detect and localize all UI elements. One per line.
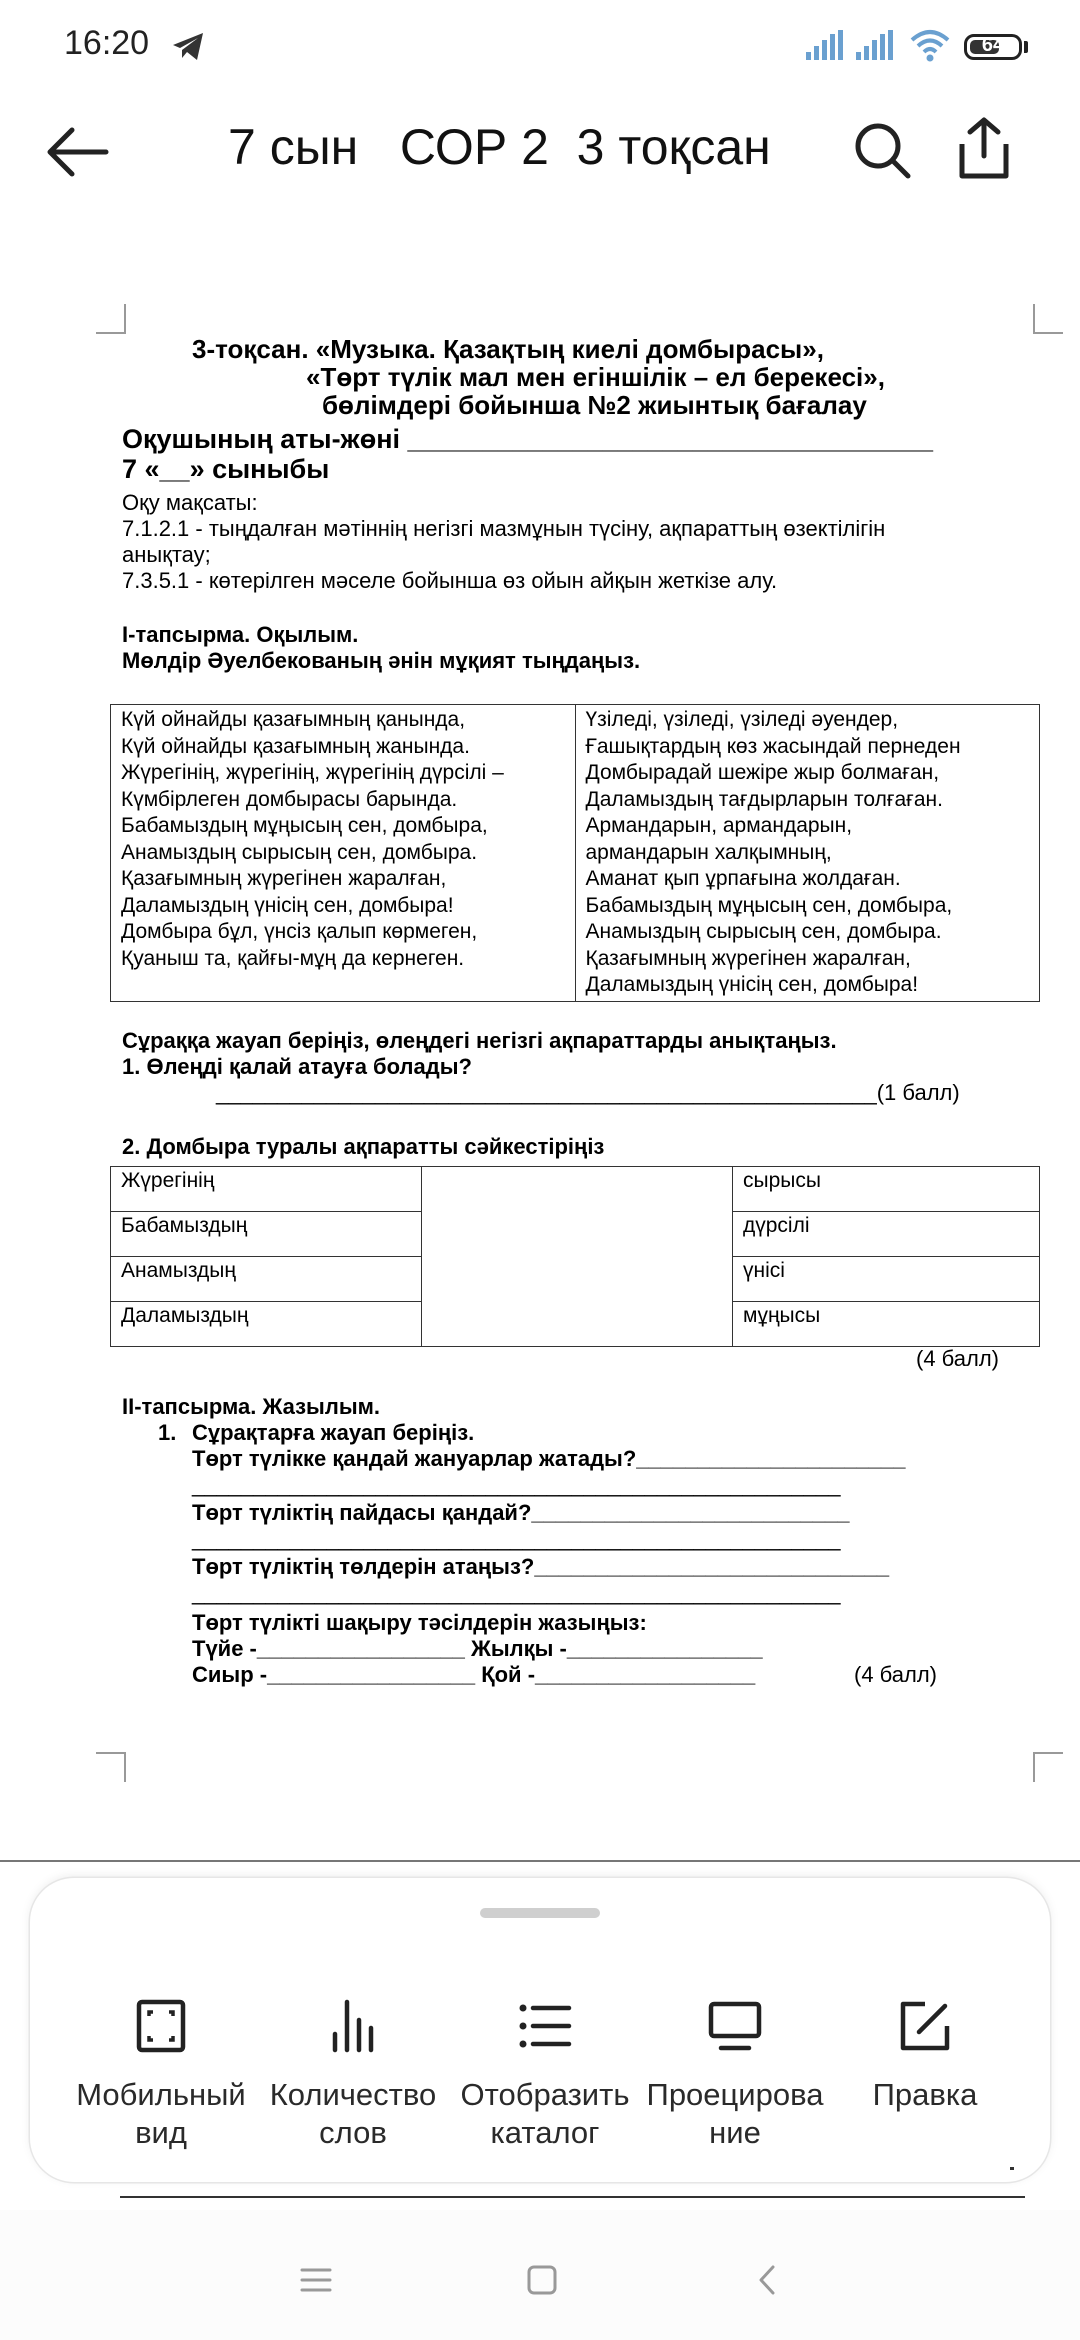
back-icon[interactable] — [748, 2260, 788, 2300]
battery-icon — [964, 34, 1022, 60]
back-arrow-icon[interactable] — [46, 124, 110, 180]
document-edge — [1010, 2167, 1014, 2170]
crop-mark — [1033, 1752, 1063, 1782]
signal-icon — [806, 30, 844, 62]
crop-mark — [96, 304, 126, 334]
objective-text: анықтау; — [122, 542, 211, 567]
navigation-bar — [0, 2210, 1080, 2340]
poem-line: Анамыздың сырысың сен, домбыра. — [585, 920, 942, 943]
task2-item-number: 1. — [158, 1420, 177, 1445]
poem-line: Бабамыздың мұңысың сен, домбыра, — [585, 893, 953, 917]
search-icon[interactable] — [852, 120, 912, 180]
task2-question: Төрт түліктің пайдасы қандай?__________________________ — [192, 1500, 850, 1525]
show-catalog-button[interactable] — [450, 1998, 640, 2152]
projection-icon — [707, 1998, 763, 2054]
action-label: Правка — [872, 2077, 978, 2112]
poem-line: Домбыра бұл, үнсіз қалып көрмеген, — [121, 920, 478, 943]
crop-mark — [1033, 304, 1063, 334]
objective-text: 7.3.5.1 - көтерілген мәселе бойынша өз ойын айқын жеткізе алу. — [122, 568, 778, 593]
question-2: 2. Домбыра туралы ақпаратты сәйкестіріңіз — [122, 1134, 605, 1159]
document-underline — [120, 2196, 1025, 2198]
poem-line: Бабамыздың мұңысың сен, домбыра, — [121, 814, 488, 837]
document-page[interactable] — [90, 300, 1050, 1790]
poem-line: Анамыздың сырысың сен, домбыра. — [121, 840, 478, 864]
match-left-cell: Анамыздың — [111, 1257, 422, 1302]
task2-answer-row: Түйе -_________________ Жылқы -________________ — [192, 1636, 763, 1661]
task1-title: І-тапсырма. Оқылым. — [122, 622, 359, 647]
match-left-cell: Жүрегінің — [111, 1167, 422, 1212]
poem-line: Қазағымның жүрегінен жаралған, — [585, 946, 911, 970]
share-icon[interactable] — [954, 116, 1014, 180]
answer-line: _____________________________________________________ — [192, 1526, 841, 1551]
poem-right-column — [575, 705, 1040, 1002]
poem-line: Күмбірлеген домбырасы барында. — [121, 787, 458, 811]
telegram-icon — [170, 28, 206, 64]
task2-title: ІІ-тапсырма. Жазылым. — [122, 1394, 380, 1419]
separator — [0, 1860, 1080, 1862]
app-bar — [0, 96, 1080, 206]
match-middle-cell — [422, 1167, 733, 1347]
poem-line: Даламыздың тағдырларын толғаған. — [585, 787, 943, 811]
poem-table — [110, 704, 1040, 1002]
menu-icon[interactable] — [296, 2260, 336, 2300]
wifi-icon — [908, 26, 952, 66]
home-icon[interactable] — [522, 2260, 562, 2300]
battery-percent: 64 — [981, 34, 1005, 56]
question-1-answer-line: ______________________________________________________(1 балл) — [216, 1080, 960, 1105]
task1-instruction: Мөлдір Әуелбекованың әнін мұқият тыңдаңыз. — [122, 648, 641, 673]
question-2-points: (4 балл) — [916, 1346, 1000, 1371]
catalog-icon — [517, 1998, 573, 2054]
poem-line: Аманат қып ұрпағына жолдаған. — [585, 867, 901, 890]
class-label: 7 «__» сыныбы — [122, 454, 330, 484]
projection-button[interactable] — [640, 1998, 830, 2152]
poem-line: армандарын халқымның, — [585, 840, 832, 864]
action-label: Отобразить каталог — [460, 2077, 630, 2150]
poem-line: Ғашықтардың көз жасындай пернеден — [585, 734, 961, 758]
action-label: Проецирова ние — [646, 2077, 824, 2150]
match-right-cell: үнісі — [733, 1257, 1040, 1302]
poem-line: Жүрегінің, жүрегінің, жүрегінің дүрсілі – — [121, 761, 504, 784]
word-count-icon — [325, 1998, 381, 2054]
action-label: Мобильный вид — [76, 2077, 246, 2150]
objective-text: 7.1.2.1 - тыңдалған мәтіннің негізгі мазмұнын түсіну, ақпараттың өзектілігін — [122, 516, 886, 541]
edit-button[interactable] — [830, 1998, 1020, 2114]
match-right-cell: мұңысы — [733, 1302, 1040, 1347]
signal-icon-2 — [856, 30, 894, 62]
task2-answer-row: Сиыр -_________________ Қой -__________________ — [192, 1662, 756, 1687]
battery-tip — [1024, 41, 1028, 53]
match-left-cell: Бабамыздың — [111, 1212, 422, 1257]
doc-header-line: «Төрт түлік мал мен егіншілік – ел берекесі», — [306, 362, 885, 392]
poem-line: Үзіледі, үзіледі, үзіледі әуендер, — [585, 708, 899, 731]
task2-question: Төрт түлікті шақыру тәсілдерін жазыңыз: — [192, 1610, 647, 1635]
student-name-label: Оқушының аты-жөні ___________________________________ — [122, 424, 934, 454]
match-right-cell: сырысы — [733, 1167, 1040, 1212]
objectives-label: Оқу мақсаты: — [122, 490, 258, 515]
doc-header-line: бөлімдері бойынша №2 жиынтық бағалау — [322, 390, 867, 420]
poem-line: Домбырадай шежіре жыр болмаған, — [585, 761, 940, 784]
crop-mark — [96, 1752, 126, 1782]
match-left-cell: Даламыздың — [111, 1302, 422, 1347]
word-count-button[interactable] — [258, 1998, 448, 2152]
task2-item: Сұрақтарға жауап беріңіз. — [192, 1420, 475, 1445]
edit-icon — [897, 1998, 953, 2054]
poem-line: Күй ойнайды қазағымның қанында, — [121, 708, 466, 731]
poem-line: Қазағымның жүрегінен жаралған, — [121, 867, 447, 890]
poem-line: Даламыздың үнісің сен, домбыра! — [585, 973, 919, 996]
task2-question: Төрт түлікке қандай жануарлар жатады?______________________ — [192, 1446, 906, 1471]
doc-header-line: 3-тоқсан. «Музыка. Қазақтың киелі домбырасы», — [192, 334, 824, 364]
task2-points: (4 балл) — [854, 1662, 938, 1687]
poem-left-column — [111, 705, 576, 1002]
answer-line: _____________________________________________________ — [192, 1580, 841, 1605]
task2-question: Төрт түліктің төлдерін атаңыз?_____________________________ — [192, 1554, 890, 1579]
mobile-view-button[interactable] — [66, 1998, 256, 2152]
match-right-cell: дүрсілі — [733, 1212, 1040, 1257]
question-intro: Сұраққа жауап беріңіз, өлеңдегі негізгі ақпараттарды анықтаңыз. — [122, 1028, 837, 1053]
poem-line: Қуаныш та, қайғы-мұң да кернеген. — [121, 946, 465, 970]
status-bar — [0, 0, 1080, 96]
poem-line: Даламыздың үнісің сен, домбыра! — [121, 893, 454, 917]
action-label: Количество слов — [269, 2077, 437, 2150]
poem-line: Күй ойнайды қазағымның жанында. — [121, 734, 470, 758]
document-title: 7 сын СОР 2 3 тоқсан — [228, 119, 771, 175]
status-time: 16:20 — [64, 24, 150, 62]
question-1: 1. Өлеңді қалай атауға болады? — [122, 1054, 472, 1079]
mobile-view-icon — [133, 1998, 189, 2054]
drag-handle[interactable] — [480, 1908, 600, 1918]
poem-line: Армандарын, армандарын, — [585, 814, 853, 837]
matching-table — [110, 1166, 1040, 1347]
bottom-sheet — [30, 1878, 1050, 2182]
answer-line: _____________________________________________________ — [192, 1472, 841, 1497]
